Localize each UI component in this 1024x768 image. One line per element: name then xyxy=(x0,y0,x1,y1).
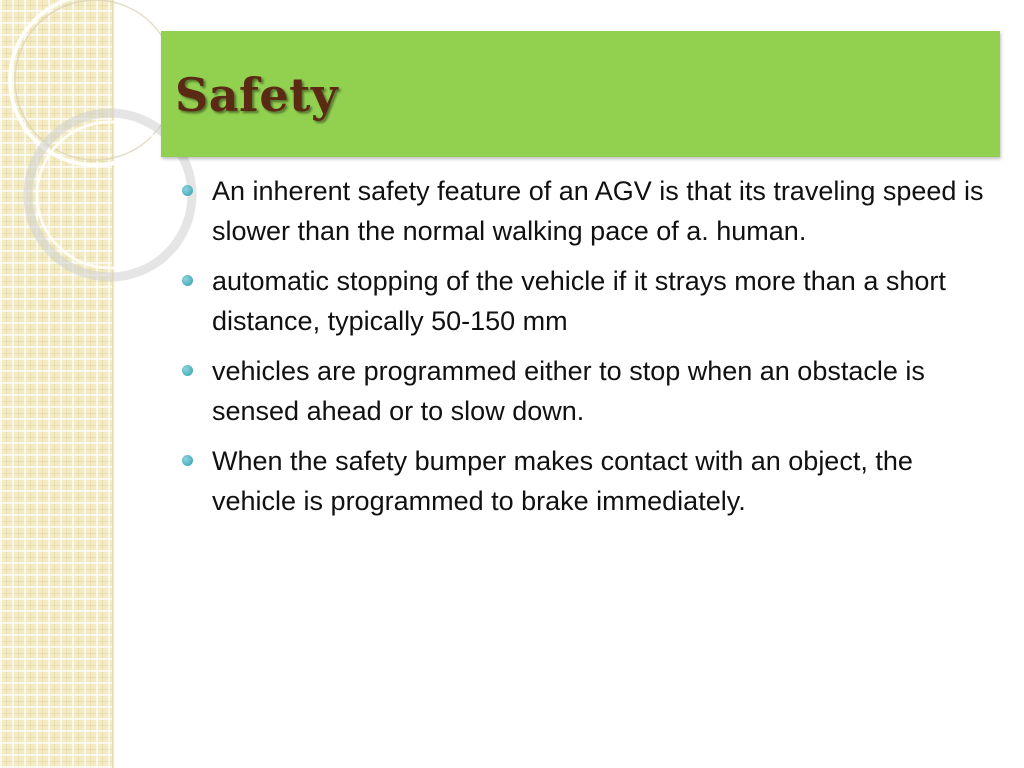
bullet-text: An inherent safety feature of an AGV is that its traveling speed is slower than the normal walking pace of a. human. xyxy=(212,176,984,246)
bullet-dot-icon xyxy=(182,185,193,196)
bullet-dot-icon xyxy=(182,365,193,376)
bullet-text: vehicles are programmed either to stop when an obstacle is sensed ahead or to slow down. xyxy=(212,356,925,426)
bullet-dot-icon xyxy=(182,275,193,286)
bullet-item xyxy=(180,351,995,431)
bullet-text: When the safety bumper makes contact with an object, the vehicle is programmed to brake immediately. xyxy=(212,446,913,516)
bullet-text: automatic stopping of the vehicle if it strays more than a short distance, typically 50-150 mm xyxy=(212,266,946,336)
side-strip-edge xyxy=(112,0,115,768)
bullet-item xyxy=(180,261,995,341)
title-bar xyxy=(161,31,1000,157)
bullet-item xyxy=(180,441,995,521)
slide-title: Safety xyxy=(175,68,339,122)
decorative-side-strip xyxy=(0,0,112,768)
bullet-list xyxy=(180,171,995,531)
bullet-item xyxy=(180,171,995,251)
bullet-dot-icon xyxy=(182,455,193,466)
